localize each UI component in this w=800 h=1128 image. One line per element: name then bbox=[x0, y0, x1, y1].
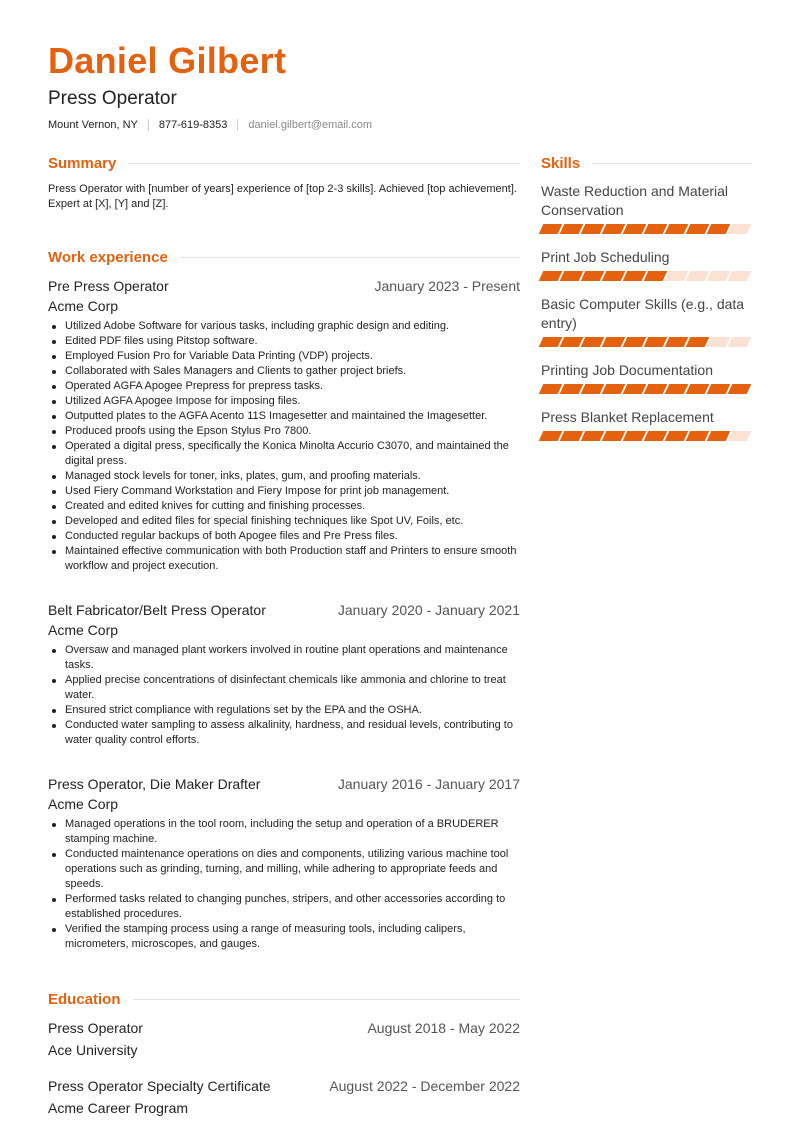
contact-location: Mount Vernon, NY bbox=[48, 119, 138, 131]
skill-level-segment bbox=[707, 271, 731, 281]
education-school: Acme Career Program bbox=[48, 1100, 189, 1116]
skill-level-segment bbox=[644, 431, 668, 441]
skill-level-segment bbox=[602, 431, 626, 441]
section-divider bbox=[128, 163, 520, 164]
skill-level-bar bbox=[541, 431, 752, 441]
skill-name: Waste Reduction and Material Conservation bbox=[541, 183, 729, 218]
skill-level-bar bbox=[541, 271, 752, 281]
skill-level-segment bbox=[602, 271, 626, 281]
skill-level-segment bbox=[665, 384, 689, 394]
skill-level-segment bbox=[560, 384, 584, 394]
skill-entry bbox=[541, 295, 752, 347]
skill-level-segment bbox=[686, 431, 710, 441]
job-bullet: Ensured strict compliance with regulations set by the EPA and the OSHA. bbox=[48, 703, 520, 718]
candidate-title: Press Operator bbox=[48, 88, 177, 109]
skill-level-segment bbox=[602, 337, 626, 347]
section-divider bbox=[133, 999, 520, 1000]
skill-level-bar bbox=[541, 337, 752, 347]
skill-level-segment bbox=[623, 224, 647, 234]
job-dates: January 2020 - January 2021 bbox=[337, 602, 520, 618]
skill-level-segment bbox=[623, 271, 647, 281]
job-company: Acme Corp bbox=[48, 622, 119, 638]
job-bullet: Employed Fusion Pro for Variable Data Printing (VDP) projects. bbox=[48, 349, 520, 364]
education-heading: Education bbox=[48, 990, 121, 1008]
skill-level-segment bbox=[560, 224, 584, 234]
job-bullet: Performed tasks related to changing punches, stripers, and other accessories according to established procedures. bbox=[48, 892, 520, 922]
skills-section-header bbox=[541, 150, 752, 176]
skill-level-segment bbox=[581, 337, 605, 347]
section-divider bbox=[180, 257, 520, 258]
skill-list bbox=[541, 182, 752, 441]
job-bullet: Managed operations in the tool room, including the setup and operation of a BRUDERER stamping machine. bbox=[48, 817, 520, 847]
contact-phone[interactable]: 877-619-8353 bbox=[158, 119, 228, 131]
job-bullet: Utilized Adobe Software for various tasks, including graphic design and editing. bbox=[48, 319, 520, 334]
skill-level-segment bbox=[581, 431, 605, 441]
job-role: Belt Fabricator/Belt Press Operator bbox=[48, 602, 266, 618]
experience-section-header bbox=[48, 244, 520, 270]
skill-level-segment bbox=[644, 337, 668, 347]
skill-level-segment bbox=[581, 224, 605, 234]
skill-level-segment bbox=[539, 384, 563, 394]
job-company: Acme Corp bbox=[48, 298, 119, 314]
skill-level-segment bbox=[665, 431, 689, 441]
education-entry bbox=[48, 1078, 520, 1116]
skill-level-segment bbox=[623, 431, 647, 441]
education-school: Ace University bbox=[48, 1042, 138, 1058]
job-bullet: Developed and edited files for special finishing techniques like Spot UV, Foils, etc. bbox=[48, 514, 520, 529]
skill-level-segment bbox=[539, 337, 563, 347]
candidate-name: Daniel Gilbert bbox=[48, 40, 287, 81]
job-bullet: Conducted regular backups of both Apogee files and Pre Press files. bbox=[48, 529, 520, 544]
skill-level-segment bbox=[728, 337, 752, 347]
education-section-header bbox=[48, 986, 520, 1012]
job-bullets bbox=[48, 319, 520, 574]
job-bullet: Applied precise concentrations of disinfectant chemicals like ammonia and chlorine to treat water. bbox=[48, 673, 520, 703]
education-header bbox=[48, 1020, 520, 1036]
skill-level-segment bbox=[602, 224, 626, 234]
side-column bbox=[541, 150, 752, 455]
skill-level-bar bbox=[541, 384, 752, 394]
contact-line bbox=[48, 119, 372, 131]
main-column bbox=[48, 150, 520, 1116]
skill-entry bbox=[541, 248, 752, 281]
skill-level-bar bbox=[541, 224, 752, 234]
education-header bbox=[48, 1078, 520, 1094]
skill-level-segment bbox=[560, 431, 584, 441]
skill-level-segment bbox=[581, 384, 605, 394]
skill-level-segment bbox=[665, 224, 689, 234]
skill-name: Printing Job Documentation bbox=[541, 362, 713, 378]
summary-text: Press Operator with [number of years] experience of [top 2-3 skills]. Achieved [top achievement]. Expert at [X], [Y] and [Z]. bbox=[48, 183, 517, 210]
experience-heading: Work experience bbox=[48, 248, 168, 266]
job-bullet: Operated AGFA Apogee Prepress for prepress tasks. bbox=[48, 379, 520, 394]
job-dates: January 2016 - January 2017 bbox=[337, 776, 520, 792]
job-bullet: Managed stock levels for toner, inks, plates, gum, and proofing materials. bbox=[48, 469, 520, 484]
contact-divider bbox=[148, 119, 149, 131]
job-bullet: Operated a digital press, specifically the Konica Minolta Accurio C3070, and maintained the digital press. bbox=[48, 439, 520, 469]
contact-email[interactable]: daniel.gilbert@email.com bbox=[248, 119, 373, 131]
education-dates: August 2018 - May 2022 bbox=[367, 1020, 520, 1036]
job-role: Pre Press Operator bbox=[48, 278, 169, 294]
skills-heading: Skills bbox=[541, 154, 581, 172]
skill-name: Press Blanket Replacement bbox=[541, 409, 714, 425]
skill-level-segment bbox=[686, 224, 710, 234]
job-entry bbox=[48, 776, 520, 952]
job-bullet: Edited PDF files using Pitstop software. bbox=[48, 334, 520, 349]
skill-level-segment bbox=[539, 271, 563, 281]
skill-level-segment bbox=[728, 271, 752, 281]
education-degree: Press Operator bbox=[48, 1020, 143, 1036]
education-dates: August 2022 - December 2022 bbox=[329, 1078, 520, 1094]
skill-level-segment bbox=[665, 271, 689, 281]
skill-level-segment bbox=[686, 384, 710, 394]
skill-level-segment bbox=[644, 271, 668, 281]
job-bullet: Conducted water sampling to assess alkalinity, hardness, and residual levels, contributing to water quality control efforts. bbox=[48, 718, 520, 748]
skill-level-segment bbox=[728, 224, 752, 234]
job-dates: January 2023 - Present bbox=[374, 278, 520, 294]
job-bullet: Verified the stamping process using a range of measuring tools, including calipers, micrometers, microscopes, and gauges. bbox=[48, 922, 520, 952]
skill-level-segment bbox=[728, 431, 752, 441]
job-header bbox=[48, 602, 520, 618]
job-bullet: Used Fiery Command Workstation and Fiery Impose for print job management. bbox=[48, 484, 520, 499]
skill-level-segment bbox=[623, 384, 647, 394]
job-bullet: Created and edited knives for cutting and finishing processes. bbox=[48, 499, 520, 514]
skill-level-segment bbox=[707, 224, 731, 234]
job-bullet: Oversaw and managed plant workers involved in routine plant operations and maintenance tasks. bbox=[48, 643, 520, 673]
skill-level-segment bbox=[728, 384, 752, 394]
job-bullet: Collaborated with Sales Managers and Clients to gather project briefs. bbox=[48, 364, 520, 379]
education-degree: Press Operator Specialty Certificate bbox=[48, 1078, 271, 1094]
summary-heading: Summary bbox=[48, 154, 117, 172]
job-header bbox=[48, 278, 520, 294]
skill-level-segment bbox=[560, 271, 584, 281]
section-divider bbox=[592, 163, 752, 164]
job-bullets bbox=[48, 817, 520, 952]
skill-level-segment bbox=[707, 384, 731, 394]
skill-level-segment bbox=[707, 337, 731, 347]
skill-entry bbox=[541, 408, 752, 441]
skill-level-segment bbox=[539, 431, 563, 441]
skill-level-segment bbox=[644, 224, 668, 234]
skill-level-segment bbox=[602, 384, 626, 394]
skill-name: Basic Computer Skills (e.g., data entry) bbox=[541, 296, 745, 331]
skill-level-segment bbox=[686, 337, 710, 347]
job-bullet: Produced proofs using the Epson Stylus Pro 7800. bbox=[48, 424, 520, 439]
job-role: Press Operator, Die Maker Drafter bbox=[48, 776, 261, 792]
skill-level-segment bbox=[707, 431, 731, 441]
skill-level-segment bbox=[539, 224, 563, 234]
job-list bbox=[48, 278, 520, 952]
skill-name: Print Job Scheduling bbox=[541, 249, 670, 265]
skill-level-segment bbox=[581, 271, 605, 281]
job-entry bbox=[48, 278, 520, 574]
skill-level-segment bbox=[686, 271, 710, 281]
skill-level-segment bbox=[623, 337, 647, 347]
skill-level-segment bbox=[560, 337, 584, 347]
summary-section-header bbox=[48, 150, 520, 176]
job-header bbox=[48, 776, 520, 792]
education-entry bbox=[48, 1020, 520, 1058]
job-entry bbox=[48, 602, 520, 748]
skill-level-segment bbox=[665, 337, 689, 347]
job-bullet: Conducted maintenance operations on dies and components, utilizing various machine tool operations such as grinding, turning, and milling, while adhering to appropriate feeds and speeds. bbox=[48, 847, 520, 892]
skill-level-segment bbox=[644, 384, 668, 394]
job-bullet: Maintained effective communication with both Production staff and Printers to ensure smooth workflow and project execution. bbox=[48, 544, 520, 574]
skill-entry bbox=[541, 361, 752, 394]
job-company: Acme Corp bbox=[48, 796, 119, 812]
job-bullet: Outputted plates to the AGFA Acento 11S Imagesetter and maintained the Imagesetter. bbox=[48, 409, 520, 424]
skill-entry bbox=[541, 182, 752, 234]
education-list bbox=[48, 1020, 520, 1116]
job-bullets bbox=[48, 643, 520, 748]
job-bullet: Utilized AGFA Apogee Impose for imposing files. bbox=[48, 394, 520, 409]
contact-divider bbox=[237, 119, 238, 131]
